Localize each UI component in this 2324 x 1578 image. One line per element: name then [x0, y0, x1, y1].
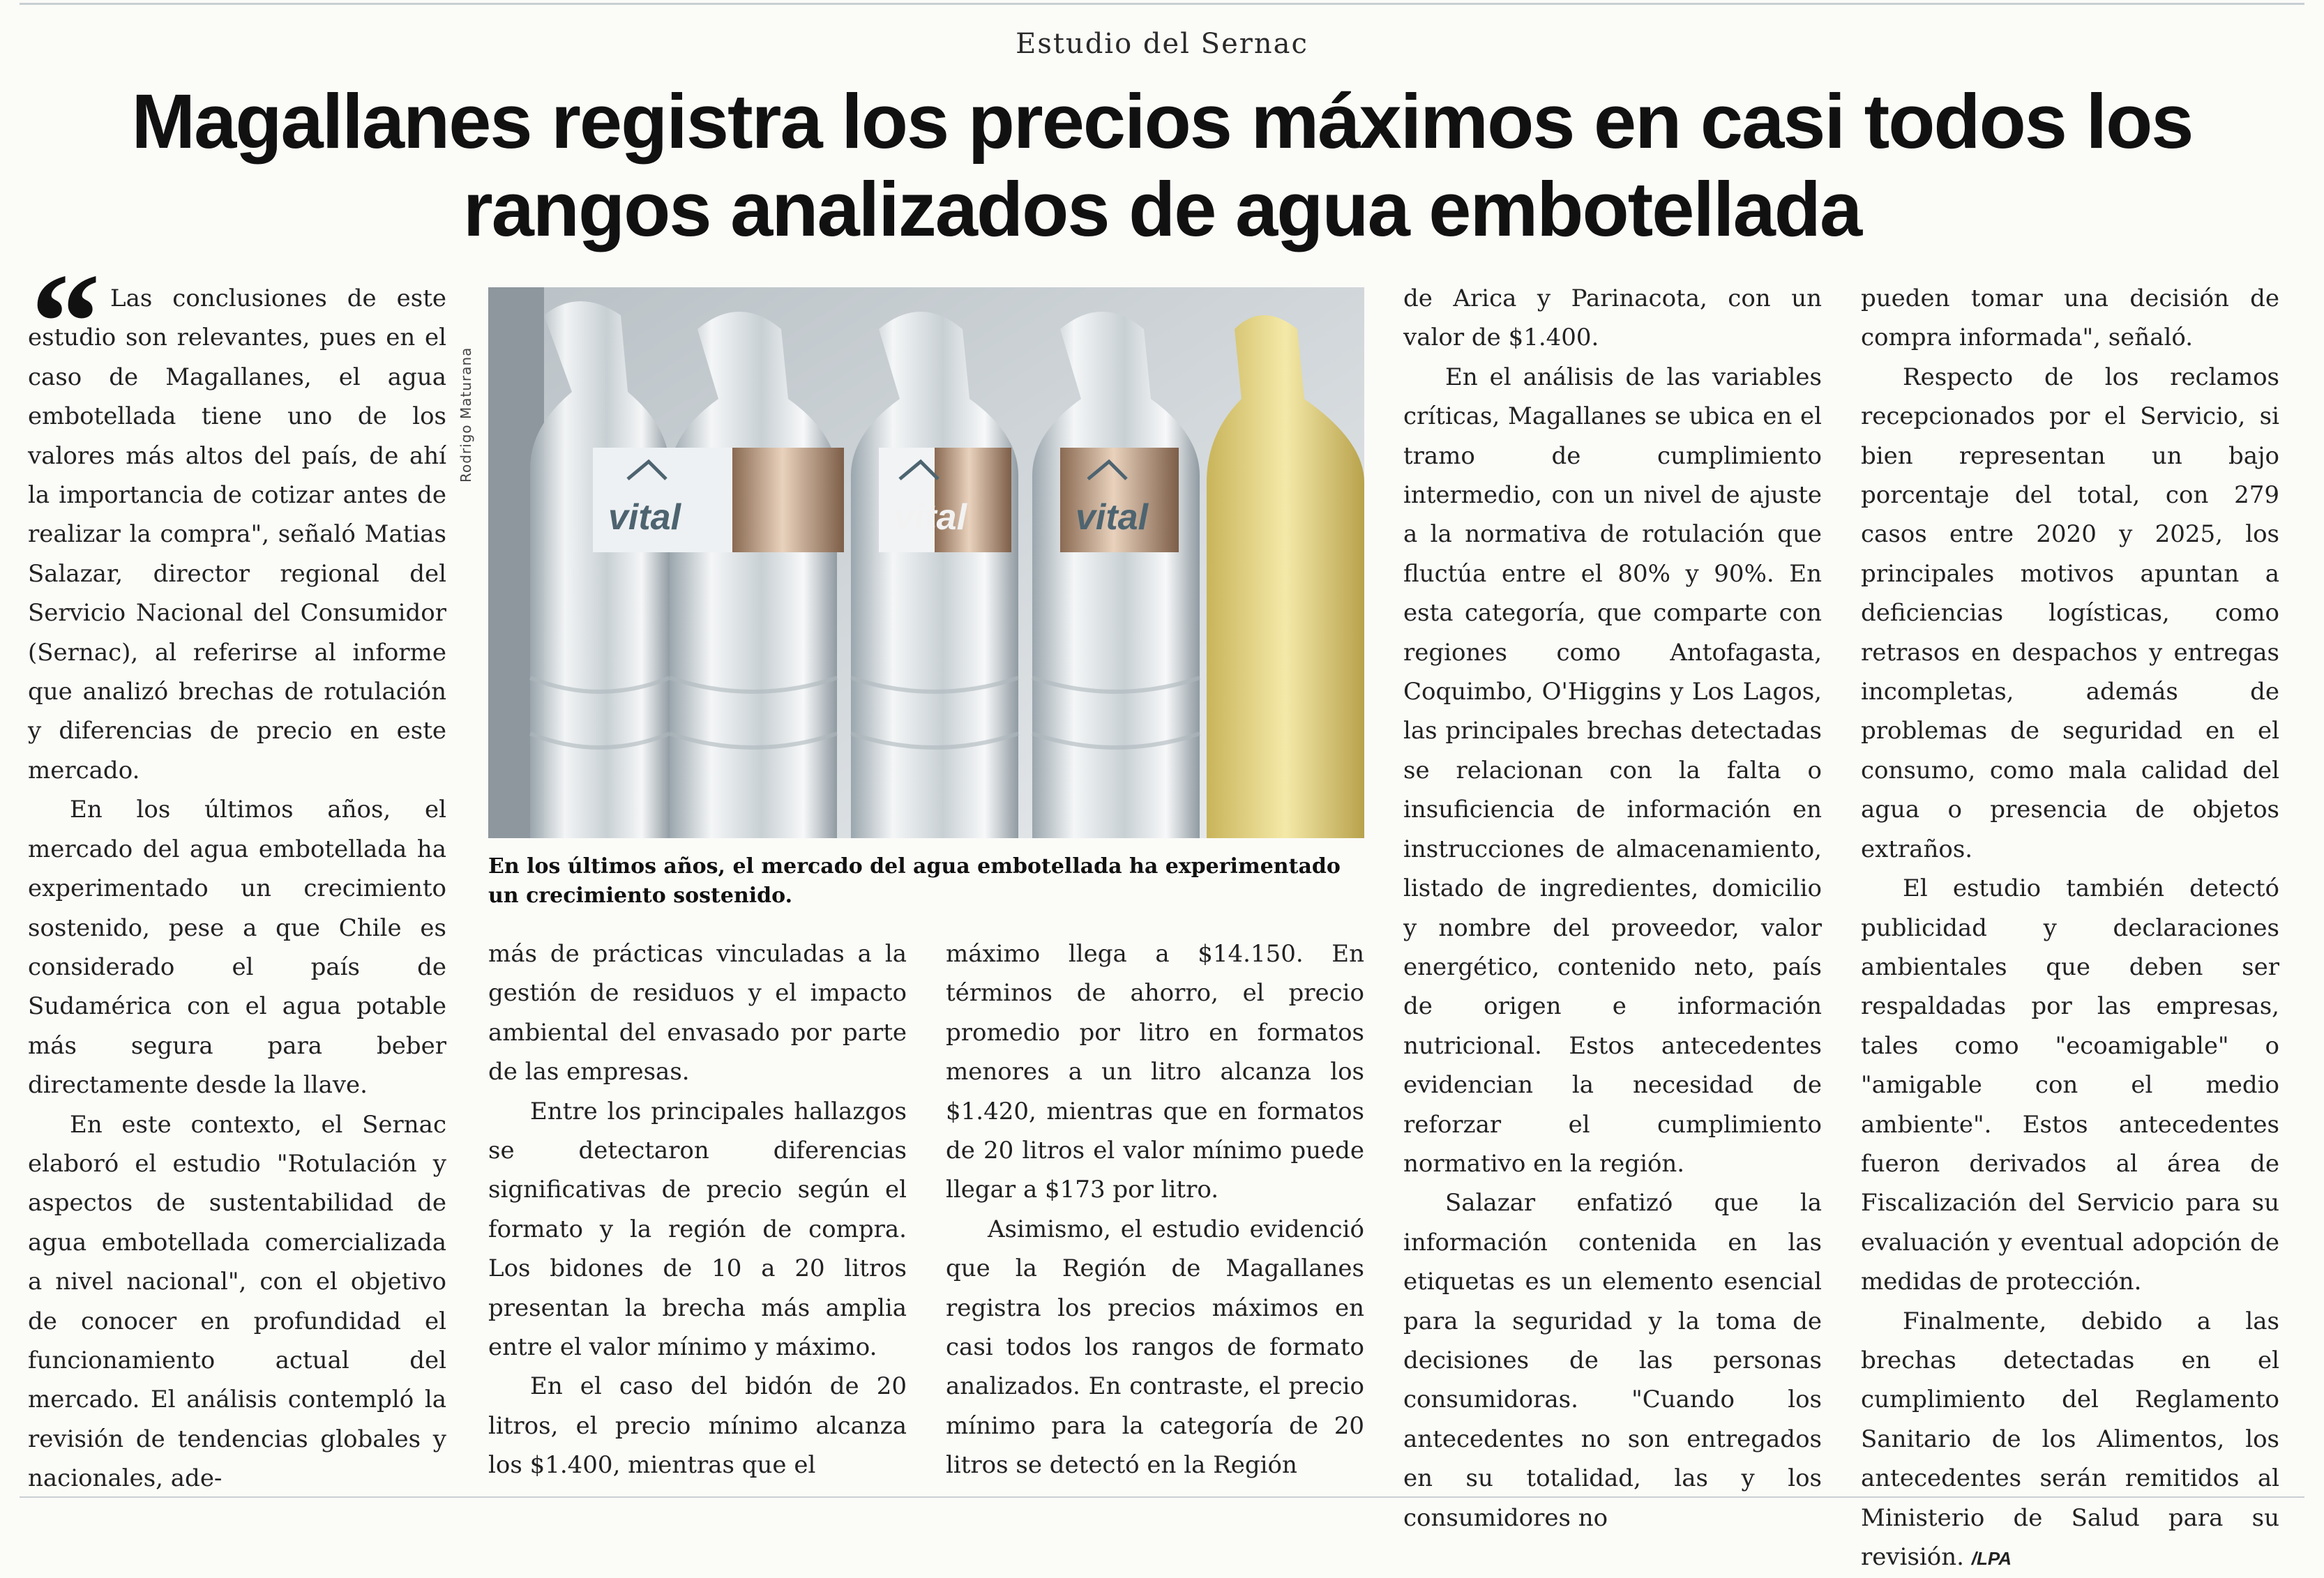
paragraph: más de prácticas vinculadas a la gestión de residuos y el impacto ambiental del envasado por parte de las empresas.	[488, 940, 907, 1086]
paragraph: Respecto de los reclamos recepcionados por el Servicio, si bien representan un bajo porcentaje del total, con 279 casos entre 2020 y 2025, los principales motivos apuntan a deficiencias logísticas, como retrasos en despachos y entregas incompletas, además de problemas de seguridad en el consumo, como mala calidad del agua o presencia de objetos extraños.	[1861, 363, 2279, 863]
photo-credit: Rodrigo Maturana	[458, 347, 474, 483]
paragraph: Asimismo, el estudio evidenció que la Región de Magallanes registra los precios máximos en casi todos los rangos de formato analizados. En contraste, el precio mínimo para la categoría de 20 litros se detectó en la Región	[946, 1215, 1364, 1480]
paragraph: pueden tomar una decisión de compra informada", señaló.	[1861, 285, 2279, 352]
section-tag: Estudio del Sernac	[1016, 28, 1308, 60]
column-1	[28, 279, 446, 1499]
bottle-label-2: vital	[894, 497, 967, 538]
bottom-rule	[20, 1496, 2304, 1498]
top-rule	[20, 3, 2304, 5]
paragraph: de Arica y Parinacota, con un valor de $1.400.	[1403, 285, 1822, 352]
paragraph: En el análisis de las variables críticas, Magallanes se ubica en el tramo de cumplimiento intermedio, con un nivel de ajuste a la normativa de rotulación que fluctúa entre el 80% y 90%. En esta categoría, que comparte con regiones como Antofagasta, Coquimbo, O'Higgins y Los Lagos, las principales brechas detectadas se relacionan con la falta o insuficiencia de información en instrucciones de almacenamiento, listado de ingredientes, domicilio y nombre del proveedor, valor energético, contenido neto, país de origen e información nutricional. Estos antecedentes evidencian la necesidad de reforzar el cumplimiento normativo en la región.	[1403, 363, 1822, 1178]
column-3	[946, 934, 1364, 1485]
paragraph	[1861, 1302, 2279, 1578]
photo-caption: En los últimos años, el mercado del agua embotellada ha experimentado un crecimiento sostenido.	[488, 854, 1341, 908]
bottle-label-3: vital	[1076, 497, 1149, 538]
paragraph: El estudio también detectó publicidad y declaraciones ambientales que deben ser respaldadas por las empresas, tales como "ecoamigable" o "amigable con el medio ambiente". Estos antecedentes fueron derivados al área de Fiscalización del Servicio para su evaluación y eventual adopción de medidas de protección.	[1861, 874, 2279, 1296]
water-bottles-image	[488, 287, 1364, 838]
paragraph: En este contexto, el Sernac elaboró el estudio "Rotulación y aspectos de sustentabilidad de agua embotellada comercializada a nivel nacional", con el objetivo de conocer en profundidad el funcionamiento actual del mercado. El análisis contempló la revisión de tendencias globales y nacionales, ade-	[28, 1110, 446, 1493]
author-signature: /LPA	[1971, 1548, 2012, 1569]
column-4	[1403, 279, 1822, 1538]
closing-text: Finalmente, debido a las brechas detectadas en el cumplimiento del Reglamento Sanitario de los Alimentos, los antecedentes serán remitidos al Ministerio de Salud para su revisión.	[1861, 1307, 2279, 1571]
paragraph: En los últimos años, el mercado del agua embotellada ha experimentado un crecimiento sostenido, pese a que Chile es considerado el país de Sudamérica con el agua potable más segura para beber directamente desde la llave.	[28, 796, 446, 1100]
paragraph: Entre los principales hallazgos se detectaron diferencias significativas de precio según el formato y la región de compra. Los bidones de 10 a 20 litros presentan la brecha más amplia entre el valor mínimo y máximo.	[488, 1097, 907, 1362]
bottle-label-1: vital	[608, 497, 681, 538]
paragraph: máximo llega a $14.150. En términos de ahorro, el precio promedio por litro en formatos menores a un litro alcanza los $1.420, mientras que en formatos de 20 litros el valor mínimo puede llegar a $173 por litro.	[946, 940, 1364, 1204]
quote-mark-icon: “	[31, 245, 100, 400]
column-2	[488, 934, 907, 1485]
paragraph: Salazar enfatizó que la información contenida en las etiquetas es un elemento esencial para la seguridad y la toma de decisiones de las personas consumidoras. "Cuando los antecedentes no son entregados en su totalidad, las y los consumidores no	[1403, 1189, 1822, 1532]
paragraph: Las conclusiones de este estudio son relevantes, pues en el caso de Magallanes, el agua embotellada tiene uno de los valores más altos del país, de ahí la importancia de cotizar antes de realizar la compra", señaló Matias Salazar, director regional del Servicio Nacional del Consumidor (Sernac), al referirse al informe que analizó brechas de rotulación y diferencias de precio en este mercado.	[28, 285, 446, 784]
column-5	[1861, 279, 2279, 1578]
article-photo	[488, 287, 1364, 838]
headline: Magallanes registra los precios máximos en casi todos los rangos analizados de agua embotellada	[131, 79, 2193, 252]
paragraph: En el caso del bidón de 20 litros, el precio mínimo alcanza los $1.400, mientras que el	[488, 1372, 907, 1480]
